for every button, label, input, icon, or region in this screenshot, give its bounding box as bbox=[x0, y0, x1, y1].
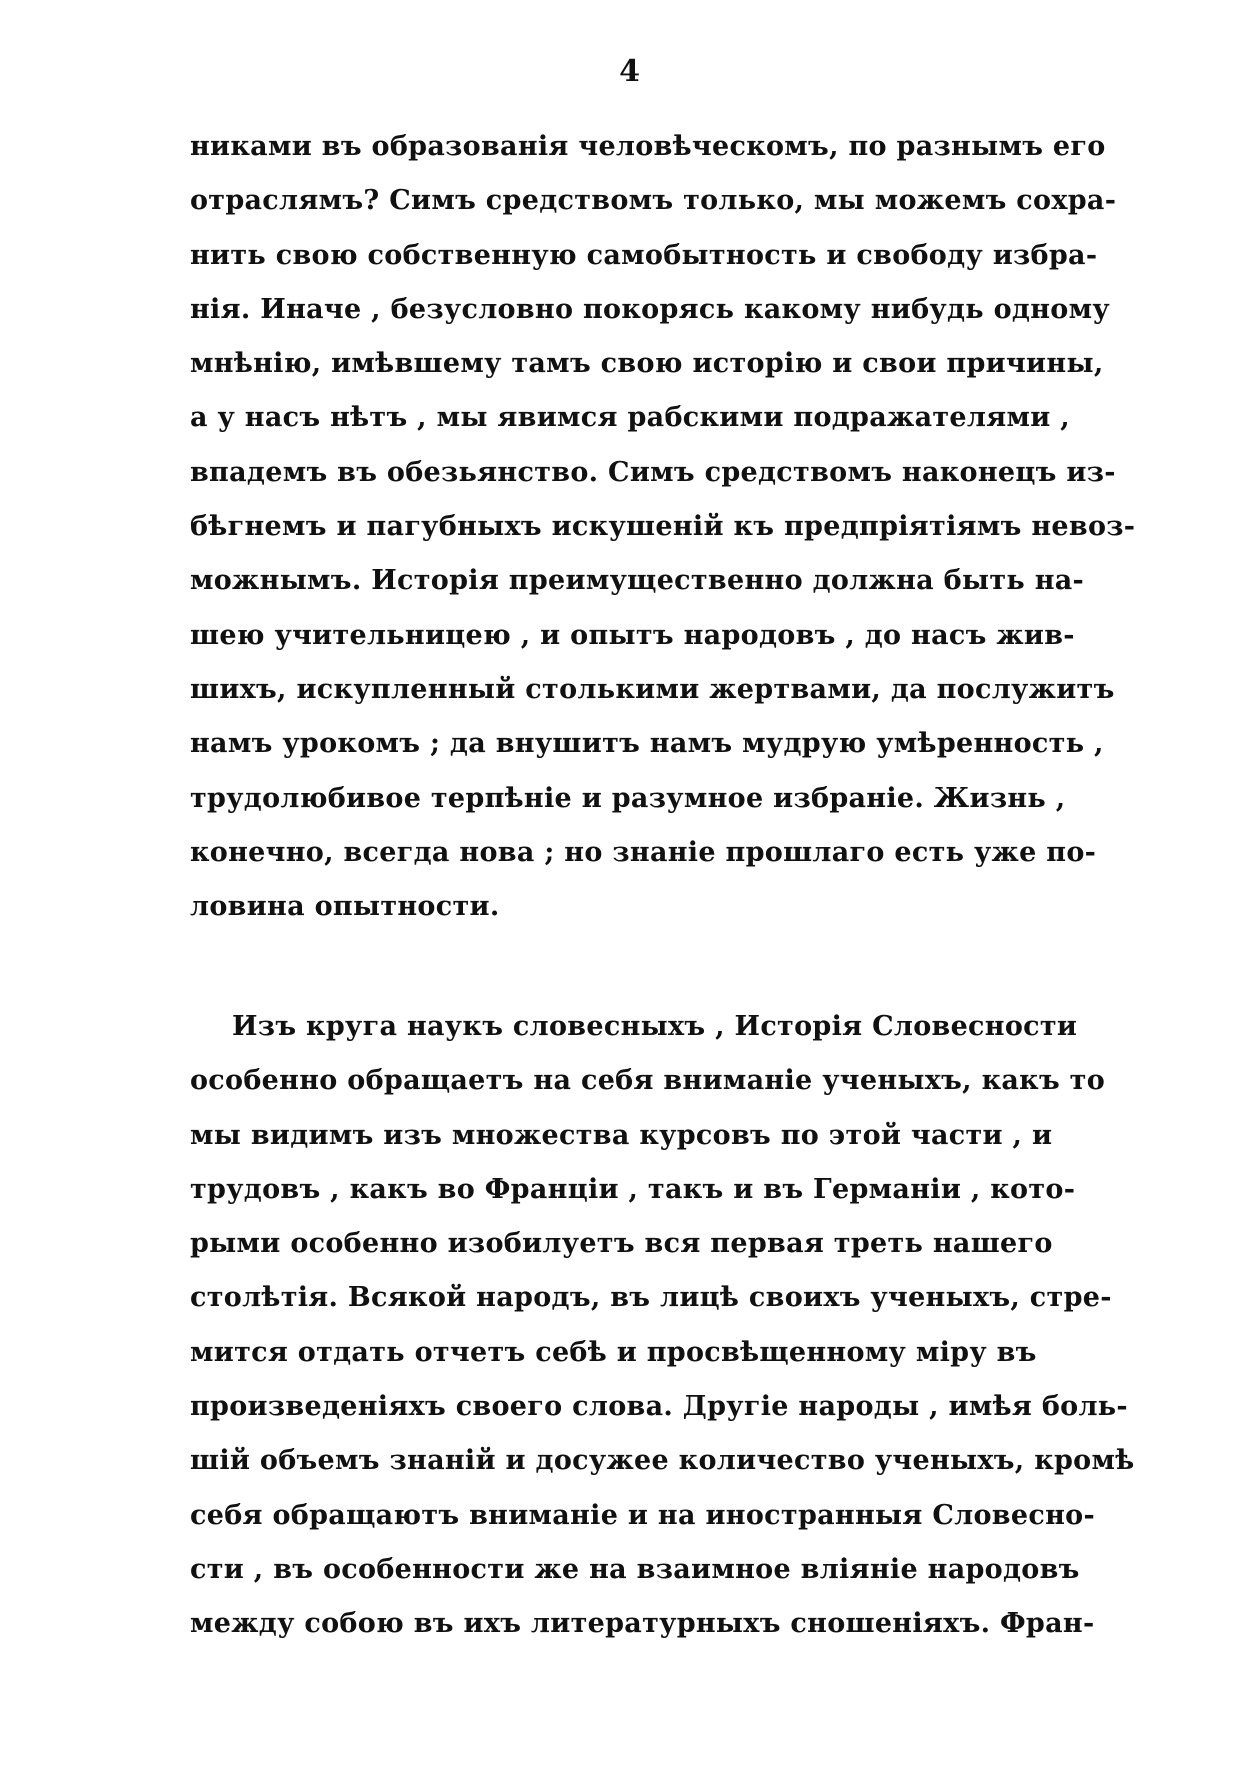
text-line: шихъ, искупленный столькими жертвами, да послужитъ bbox=[190, 673, 1115, 705]
text-line: мится отдать отчетъ себѣ и просвѣщенному міру въ bbox=[190, 1336, 1037, 1368]
text-line: нія. Иначе , безусловно покорясь какому нибудь одному bbox=[190, 293, 1110, 325]
text-line: нить свою собственную самобытность и свободу избра- bbox=[190, 239, 1098, 271]
text-line: отраслямъ? Симъ средствомъ только, мы можемъ сохра- bbox=[190, 185, 1117, 217]
text-line: трудовъ , какъ во Франціи , такъ и въ Германіи , кото- bbox=[190, 1173, 1076, 1205]
text-line: трудолюбивое терпѣніе и разумное избраніе. Жизнь , bbox=[190, 782, 1066, 814]
text-line: себя обращаютъ вниманіе и на иностранныя Словесно- bbox=[190, 1499, 1095, 1531]
text-line: мы видимъ изъ множества курсовъ по этой части , и bbox=[190, 1119, 1053, 1151]
text-line: шею учительницею , и опытъ народовъ , до насъ жив- bbox=[190, 619, 1075, 651]
text-line: намъ урокомъ ; да внушитъ намъ мудрую умѣренность , bbox=[190, 728, 1104, 760]
text-line: Изъ круга наукъ словесныхъ , Исторія Словесности bbox=[232, 1011, 1078, 1042]
text-line: а у насъ нѣтъ , мы явимся рабскими подражателями , bbox=[190, 402, 1070, 434]
text-line: между собою въ ихъ литературныхъ сношеніяхъ. Фран- bbox=[190, 1608, 1095, 1640]
text-line: бѣгнемъ и пагубныхъ искушеній къ предпріятіямъ невоз- bbox=[190, 511, 1136, 543]
text-line: можнымъ. Исторія преимущественно должна быть на- bbox=[190, 565, 1085, 597]
text-line: столѣтія. Всякой народъ, въ лицѣ своихъ ученыхъ, стре- bbox=[190, 1282, 1112, 1314]
text-line: мнѣнію, имѣвшему тамъ свою исторію и свои причины, bbox=[190, 348, 1104, 380]
text-line: рыми особенно изобилуетъ вся первая треть нашего bbox=[190, 1228, 1053, 1260]
page-number: 4 bbox=[619, 54, 640, 89]
text-line: ловина опытности. bbox=[190, 891, 500, 923]
text-line: конечно, всегда нова ; но знаніе прошлаго есть уже по- bbox=[190, 836, 1097, 868]
text-line: впадемъ въ обезьянство. Симъ средствомъ наконецъ из- bbox=[190, 456, 1116, 488]
text-line: произведеніяхъ своего слова. Другіе народы , имѣя боль- bbox=[190, 1391, 1128, 1423]
text-line: сти , въ особенности же на взаимное вліяніе народовъ bbox=[190, 1553, 1080, 1585]
paragraph-1 bbox=[190, 120, 1136, 934]
paragraph-2 bbox=[190, 1000, 1135, 1652]
text-line: особенно обращаетъ на себя вниманіе ученыхъ, какъ то bbox=[190, 1065, 1106, 1097]
text-line: шій объемъ знаній и досужее количество ученыхъ, кромѣ bbox=[190, 1445, 1135, 1477]
text-line: никами въ образованія человѣческомъ, по разнымъ его bbox=[190, 131, 1106, 162]
